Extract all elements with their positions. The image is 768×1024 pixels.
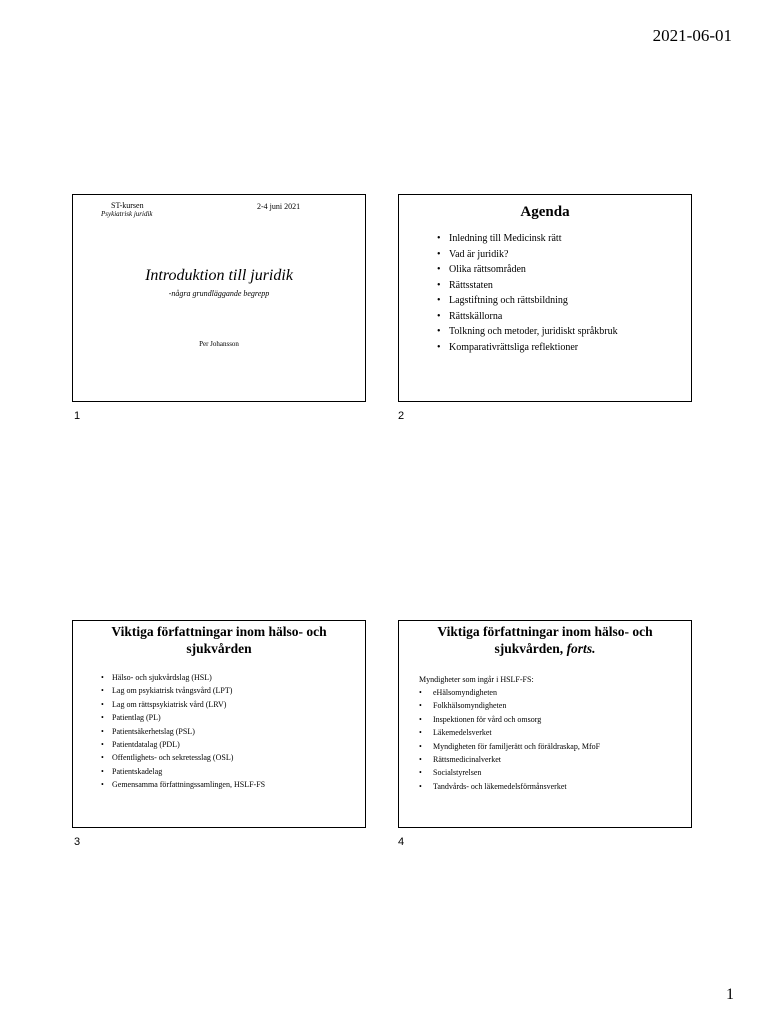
list-item: • Patientlag (PL) [101,711,365,724]
course-dates: 2-4 juni 2021 [257,202,301,211]
bullet-icon: • [101,780,104,790]
bullet-icon: • [101,753,104,763]
bullet-icon: • [101,699,104,709]
slide-1-thumbnail [72,194,366,402]
list-item: • Rättsmedicinalverket [419,753,691,766]
list-item: • Vad är juridik? [437,247,691,263]
bullet-icon: • [419,768,422,778]
list-item: • Gemensamma författningssamlingen, HSLF-FS [101,778,365,791]
bullet-icon: • [101,673,104,682]
bullet-icon: • [101,740,104,750]
list-item: • Rättsstaten [437,278,691,294]
bullet-icon: • [101,713,104,723]
bullet-icon: • [437,264,441,275]
list-item: • Olika rättsområden [437,262,691,278]
bullet-icon: • [101,686,104,696]
list-item: • Hälso- och sjukvårdslag (HSL) [101,671,365,684]
list-item: • Patientskadelag [101,765,365,778]
list-item: • Lag om rättspsykiatrisk vård (LRV) [101,698,365,711]
slide-number: 2 [398,410,405,422]
bullet-icon: • [419,701,422,711]
slide-number: 1 [74,410,81,422]
list-item: • eHälsomyndigheten [419,686,691,699]
bullet-icon: • [419,741,422,751]
list-item: • Komparativrättsliga reflektioner [437,340,691,356]
list-item: • Inspektionen för vård och omsorg [419,713,691,726]
author-name: Per Johansson [199,340,239,348]
slide-4-thumbnail [398,620,692,828]
slide-heading: Viktiga författningar inom hälso- och sjukvården, forts. [437,624,653,656]
slide-number: 3 [74,836,81,848]
slide-title: Introduktion till juridik [145,267,293,284]
agencies-list [399,686,691,793]
list-item: • Tandvårds- och läkemedelsförmånsverket [419,780,691,793]
bullet-icon: • [419,728,422,738]
bullet-icon: • [437,248,441,260]
bullet-icon: • [419,755,422,765]
list-item: • Rättskällorna [437,309,691,325]
legislation-list [73,671,365,792]
bullet-icon: • [437,341,441,353]
course-name: ST-kursen [111,201,144,210]
list-item: • Inledning till Medicinsk rätt [437,231,691,247]
slide-heading: Viktiga författningar inom hälso- och sjukvården [111,624,327,656]
page-number: 1 [726,986,734,1003]
heading-suffix: forts. [566,641,596,656]
bullet-icon: • [101,726,104,736]
list-item: • Lag om psykiatrisk tvångsvård (LPT) [101,684,365,697]
list-item: • Tolkning och metoder, juridiskt språkbruk [437,324,691,340]
page-date: 2021-06-01 [652,26,732,45]
agencies-intro: Myndigheter som ingår i HSLF-FS: [419,675,534,684]
list-item: • Folkhälsomyndigheten [419,699,691,712]
list-item: • Lagstiftning och rättsbildning [437,293,691,309]
bullet-icon: • [437,310,441,322]
list-item: • Patientsäkerhetslag (PSL) [101,725,365,738]
bullet-icon: • [419,714,422,724]
list-item: • Socialstyrelsen [419,766,691,779]
bullet-icon: • [419,781,422,791]
list-item: • Myndigheten för familjerätt och föräldraskap, MfoF [419,740,691,753]
slide-3-thumbnail [72,620,366,828]
agenda-list [399,231,691,355]
list-item: • Offentlighets- och sekretesslag (OSL) [101,751,365,764]
bullet-icon: • [101,766,104,776]
list-item: • Patientdatalag (PDL) [101,738,365,751]
slide-number: 4 [398,836,405,848]
bullet-icon: • [419,688,422,697]
bullet-icon: • [437,295,441,306]
bullet-icon: • [437,233,441,244]
list-item: • Läkemedelsverket [419,726,691,739]
slide-subtitle: -några grundläggande begrepp [168,289,270,298]
slide-heading: Agenda [520,204,570,220]
bullet-icon: • [437,326,441,337]
bullet-icon: • [437,279,441,291]
slide-2-thumbnail [398,194,692,402]
course-subject: Psykiatrisk juridik [101,210,153,218]
